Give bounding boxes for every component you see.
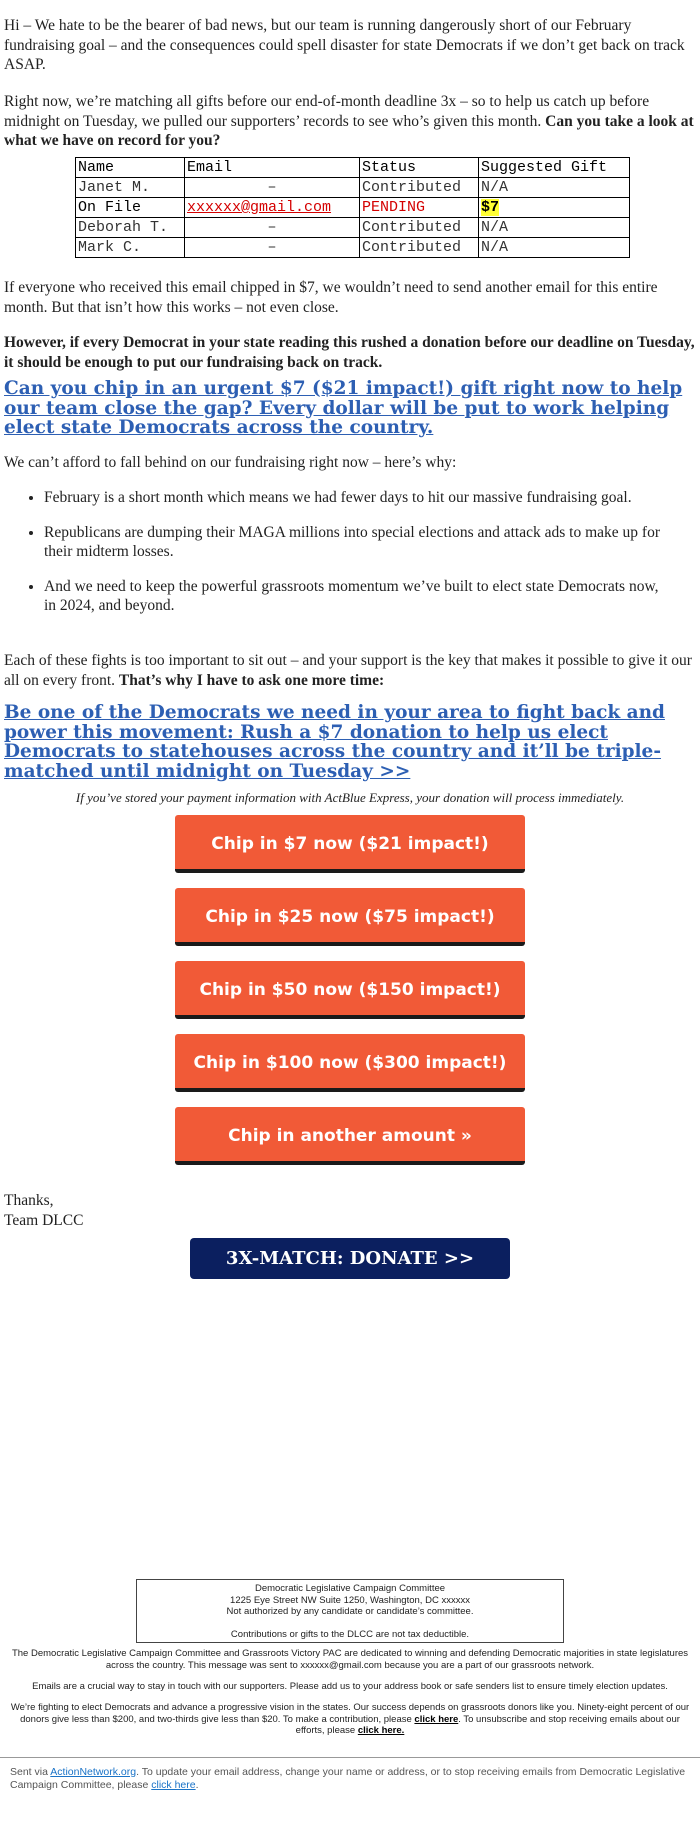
footer-emails-note: Emails are a crucial way to stay in touch with our supporters. Please add us to your address book or safe senders list to ensure timely election updates. [32,1681,668,1692]
footer-org-name: Democratic Legislative Campaign Committee [254,1583,446,1594]
update-preferences-link[interactable]: click here [151,1779,196,1791]
paragraph-fights [0,651,700,690]
chip-in-25-button[interactable]: Chip in $25 now ($75 impact!) [175,888,525,946]
column-header: Suggested Gift [479,158,630,178]
paragraph-why: We can’t afford to fall behind on our fundraising right now – here’s why: [4,454,457,471]
list-item: • And we need to keep the powerful grassroots momentum we’ve built to elect state Democrats now, in 2024, and beyond. [44,577,680,616]
record-name: Mark C. [76,238,185,258]
record-email-link[interactable]: xxxxxx@gmail.com [187,199,332,216]
footer-not-authorized: Not authorized by any candidate or candidate’s committee. [226,1606,474,1617]
intro-paragraph-1: Hi – We hate to be the bearer of bad news, but our team is running dangerously short of our February fundraising goal – and the consequences could spell disaster for state Democrats if we don’t get back on track ASAP. [4,17,685,73]
footer-tax-note: Contributions or gifts to the DLCC are not tax deductible. [230,1628,470,1640]
footer-fighting-text-2: . To unsubscribe and stop receiving emails about our efforts, please [295,1713,680,1736]
record-email-cell [185,198,360,218]
rush-donation-link[interactable]: Be one of the Democrats we need in your area to fight back and power this movement: Rush a $7 donation to help us elect Democrats to statehouses across the country and it’ll be triple-matched until midnight on Tuesday >> [4,702,665,782]
footer-fighting-text: We’re fighting to elect Democrats and advance a progressive vision in the states. Our success depends on grassroots donors like you. Ninety-eight percent of our donors give less than $200, and two-thirds give less than $20. To make a contribution, please [10,1702,690,1725]
chip-in-100-button[interactable]: Chip in $100 now ($300 impact!) [175,1034,525,1092]
paragraph-deadline: However, if every Democrat in your state reading this rushed a donation before our deadline on Tuesday, it should be enough to put our fundraising back on track. [4,334,695,371]
paragraph-fights-ask: That’s why I have to ask one more time: [118,671,385,689]
record-email: – [185,178,360,198]
column-header: Name [76,158,185,178]
chip-in-link-1[interactable]: Can you chip in an urgent $7 ($21 impact!) gift right now to help our team close the gap? Every dollar will be put to work helping elect state Democrats across the country. [4,378,683,438]
record-name: Janet M. [76,178,185,198]
record-email: – [185,218,360,238]
record-gift-cell [479,198,630,218]
list-item: • February is a short month which means we had fewer days to hit our massive fundraising goal. [44,488,680,508]
unsubscribe-link[interactable]: click here. [357,1725,405,1736]
column-header: Email [185,158,360,178]
sent-via-end: . [195,1779,199,1791]
sent-via-footer [0,1757,700,1792]
record-status: Contributed [360,178,479,198]
actionnetwork-link[interactable]: ActionNetwork.org [50,1766,137,1778]
record-gift: N/A [479,178,630,198]
signoff-team: Team DLCC [4,1211,84,1229]
record-status: Contributed [360,218,479,238]
signoff-thanks: Thanks, [4,1192,54,1209]
records-table [75,157,630,258]
list-item: • Republicans are dumping their MAGA millions into special elections and attack ads to make up for their midterm losses. [44,523,680,562]
chip-in-other-button[interactable]: Chip in another amount » [175,1107,525,1165]
table-row [76,178,630,198]
table-row-on-file [76,198,630,218]
intro-paragraph-2 [0,92,700,151]
sent-via-text-2: . To update your email address, change your name or address, or to stop receiving emails from Democratic Legislative Campaign Committee, please [10,1766,686,1791]
intro-question: Can you take a look at what we have on record for you? [4,112,694,149]
footer-address: 1225 Eye Street NW Suite 1250, Washington, DC xxxxxx [230,1594,470,1606]
intro-paragraph-2-text: Right now, we’re matching all gifts before our end-of-month deadline 3x – so to help us catch up before midnight on Tuesday, we pulled our supporters’ records to see who’s given this month. [4,93,650,130]
table-header-row [76,158,630,178]
footer-mission: The Democratic Legislative Campaign Committee and Grassroots Victory PAC are dedicated to winning and defending Democratic majorities in state legislatures across the country. This message was sent to xxxxxx@gmail.com because you are a part of our grassroots network. [11,1648,689,1671]
record-status: Contributed [360,238,479,258]
record-name: On File [76,198,185,218]
sent-via-text: Sent via [10,1766,48,1778]
record-gift: N/A [479,218,630,238]
contribute-link[interactable]: click here [414,1713,459,1725]
donate-button[interactable]: 3X-MATCH: DONATE >> [190,1238,510,1279]
chip-in-7-button[interactable]: Chip in $7 now ($21 impact!) [175,815,525,873]
footer-fighting [8,1702,692,1737]
record-status-pending: PENDING [360,198,479,218]
record-name: Deborah T. [76,218,185,238]
paragraph-fights-text: Each of these fights is too important to sit out – and your support is the key that makes it possible to give it our all on every front. [4,652,692,689]
table-row [76,218,630,238]
record-email: – [185,238,360,258]
reasons-list [0,488,680,616]
column-header: Status [360,158,479,178]
suggested-gift-highlight: $7 [481,199,500,216]
footer-org-box [136,1579,564,1643]
actblue-note: If you’ve stored your payment information with ActBlue Express, your donation will process immediately. [75,790,625,805]
table-row [76,238,630,258]
signoff [0,1191,308,1230]
record-gift: N/A [479,238,630,258]
chip-in-50-button[interactable]: Chip in $50 now ($150 impact!) [175,961,525,1019]
paragraph-chip-in: If everyone who received this email chipped in $7, we wouldn’t need to send another email for this entire month. But that isn’t how this works – not even close. [4,279,658,316]
